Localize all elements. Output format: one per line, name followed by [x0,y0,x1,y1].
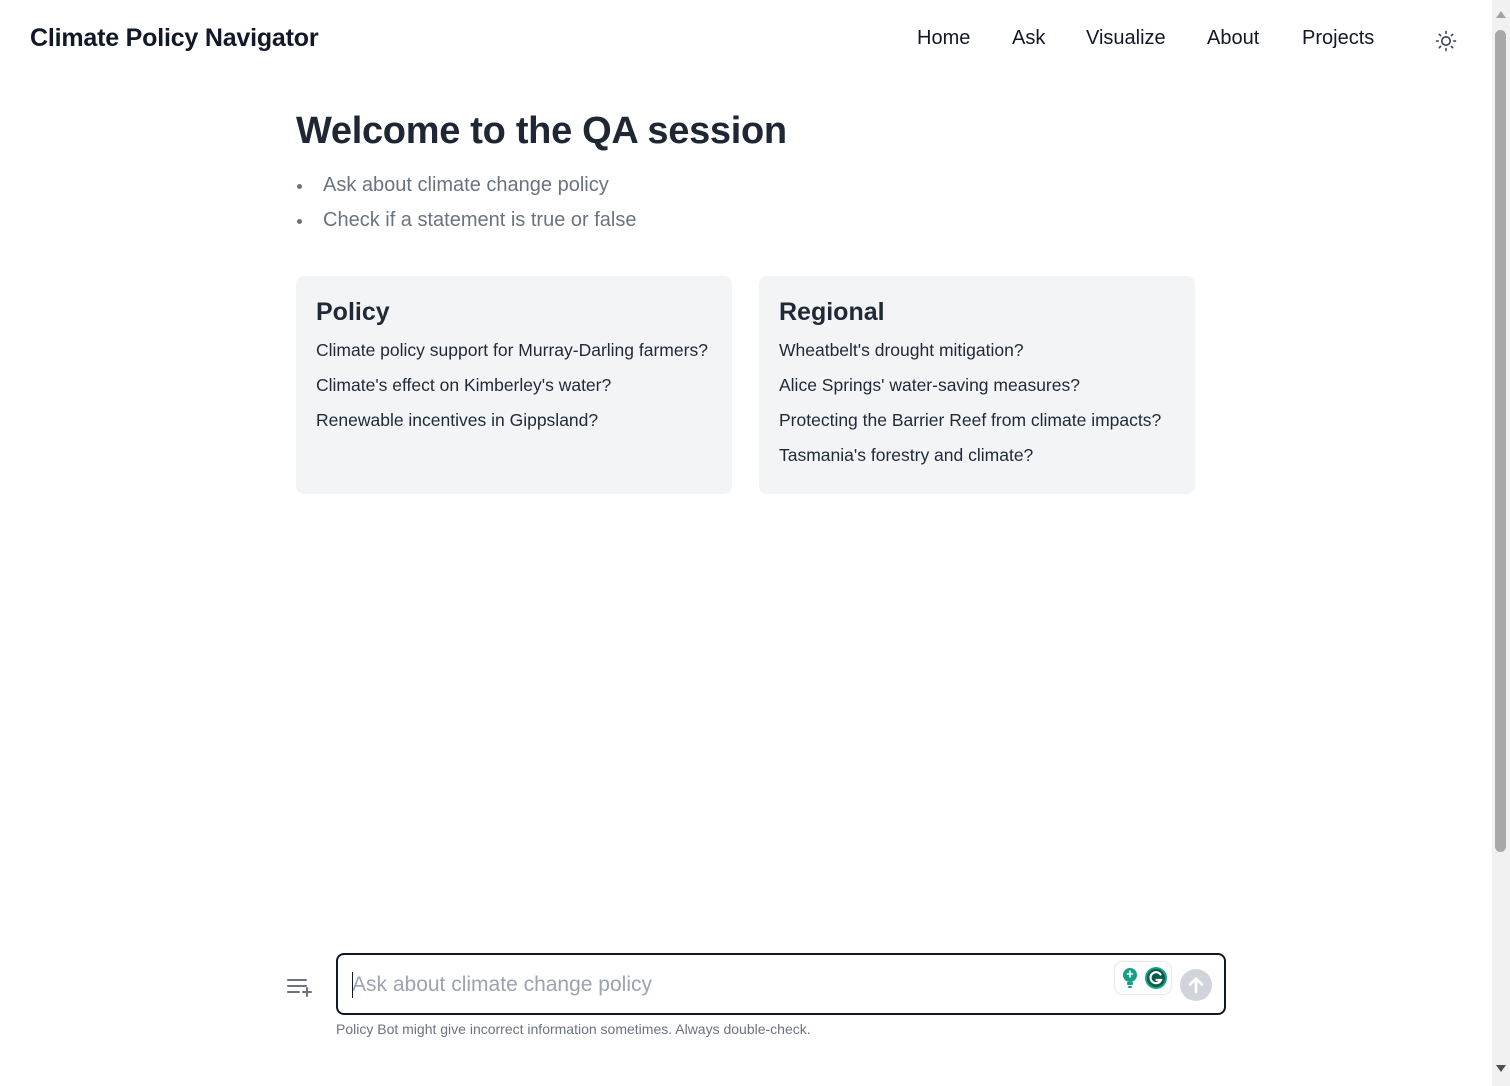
scroll-up-arrow-icon[interactable] [1496,11,1506,18]
top-nav-bar [0,0,1492,80]
nav-link-ask[interactable]: Ask [1012,27,1046,49]
suggested-question[interactable]: Alice Springs' water-saving measures? [779,375,1080,395]
regional-card [759,276,1195,494]
nav-link-about[interactable]: About [1207,27,1260,49]
tip-item: Check if a statement is true or false [296,207,636,242]
new-chat-button[interactable] [285,975,315,999]
browser-extension-icons [1115,962,1171,994]
sun-icon [1434,29,1458,53]
scroll-down-arrow-icon[interactable] [1496,1065,1506,1072]
chat-composer [336,953,1226,1015]
playlist-add-icon [285,975,315,999]
suggested-question[interactable]: Climate policy support for Murray-Darling farmers? [316,340,708,360]
site-title[interactable]: Climate Policy Navigator [30,24,319,52]
suggested-question[interactable]: Climate's effect on Kimberley's water? [316,375,612,395]
page-scrollbar[interactable] [1492,0,1510,1086]
nav-link-visualize[interactable]: Visualize [1086,27,1166,49]
text-caret [352,972,353,998]
suggested-question[interactable]: Renewable incentives in Gippsland? [316,410,599,430]
regional-card-title: Regional [779,298,885,326]
lightbulb-icon[interactable] [1123,968,1137,988]
tip-item: Ask about climate change policy [296,172,636,207]
scroll-thumb[interactable] [1495,30,1506,852]
welcome-tips-list [296,172,636,242]
suggested-question[interactable]: Protecting the Barrier Reef from climate impacts? [779,410,1162,430]
send-button[interactable] [1180,969,1212,1001]
disclaimer-text: Policy Bot might give incorrect information sometimes. Always double-check. [336,1021,811,1037]
nav-link-projects[interactable]: Projects [1302,27,1375,49]
policy-card-title: Policy [316,298,390,326]
suggested-question[interactable]: Wheatbelt's drought mitigation? [779,340,1024,360]
nav-link-home[interactable]: Home [917,27,971,49]
grammarly-icon[interactable] [1145,967,1167,989]
suggested-question[interactable]: Tasmania's forestry and climate? [779,445,1034,465]
welcome-heading: Welcome to the QA session [296,110,787,152]
theme-toggle-button[interactable] [1434,29,1458,53]
question-input[interactable] [352,969,1092,1001]
arrow-up-icon [1180,969,1212,1001]
policy-card [296,276,732,494]
